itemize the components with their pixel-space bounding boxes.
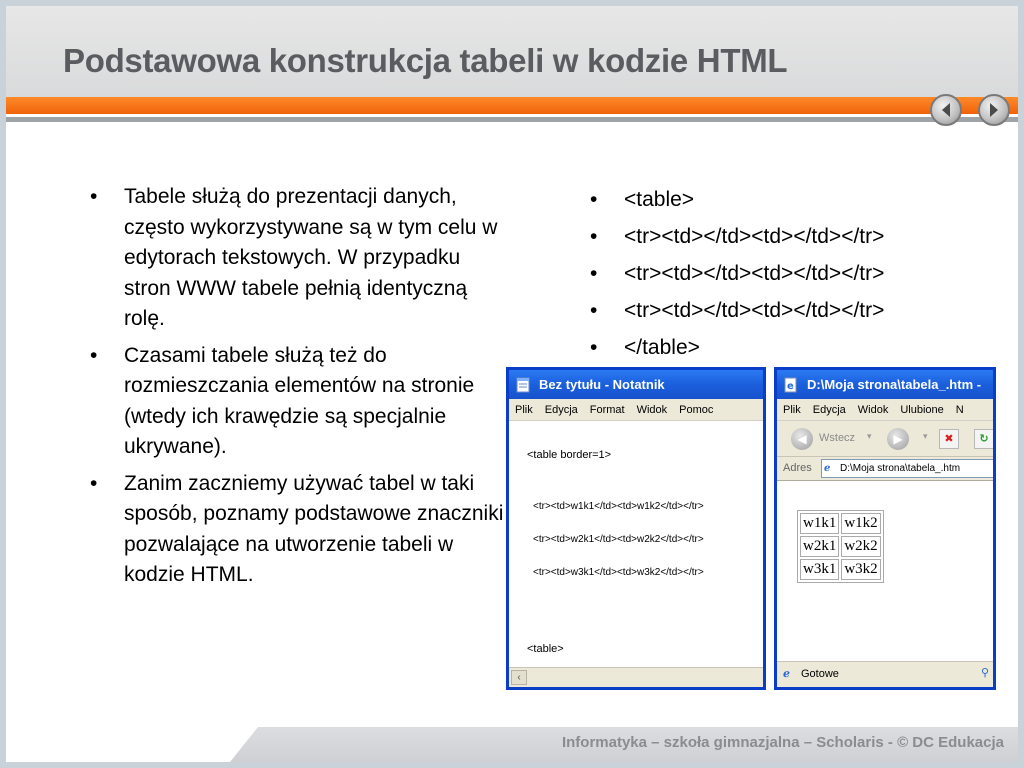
stop-icon: ✖ [944, 433, 954, 445]
menu-item-format[interactable]: Format [589, 403, 625, 416]
notepad-titlebar [509, 370, 763, 399]
code-line: <table border=1> [527, 449, 612, 461]
menu-item-plik[interactable]: Plik [515, 403, 533, 416]
browser-titlebar [777, 370, 993, 399]
notepad-text-area[interactable] [509, 421, 763, 659]
address-input[interactable] [821, 459, 996, 478]
browser-toolbar [777, 421, 993, 457]
back-arrow-icon: ◀ [797, 432, 807, 446]
address-label: Adres [783, 462, 812, 474]
menu-item-pomoc[interactable]: Pomoc [679, 403, 714, 416]
table-cell: w2k2 [841, 536, 880, 557]
status-text: Gotowe [801, 668, 839, 680]
prev-slide-button[interactable] [930, 94, 962, 126]
divider-line [6, 117, 1018, 122]
notepad-title: Bez tytułu - Notatnik [539, 377, 665, 392]
code-line: <tr><td>w3k1</td><td>w3k2</td></tr> [533, 567, 704, 578]
horizontal-scrollbar[interactable] [509, 667, 763, 687]
code-bullet-item: • <tr><td></td><td></td></tr> [586, 292, 966, 329]
code-bullet-item: • <tr><td></td><td></td></tr> [586, 255, 966, 292]
bullet-item: • Tabele służą do prezentacji danych, często wykorzystywane są w tym celu w edytorach tekstowych. W przypadku stron WWW tabele pełnią identyczną rolę. [86, 182, 506, 335]
code-bullet-item: • </table> [586, 329, 966, 366]
table-row [800, 536, 881, 557]
svg-text:e: e [787, 380, 794, 392]
bullet-item: • Zanim zaczniemy używać tabel w taki sposób, poznamy podstawowe znaczniki pozwalające na utworzenie tabeli w kodzie HTML. [86, 469, 506, 591]
menu-item-edycja[interactable]: Edycja [812, 403, 846, 416]
code-line: <tr><td>w2k1</td><td>w2k2</td></tr> [533, 534, 704, 545]
browser-title: D:\Moja strona\tabela_.htm - [807, 377, 982, 392]
menu-item-edycja[interactable]: Edycja [544, 403, 578, 416]
table-cell: w3k1 [800, 559, 839, 580]
code-line: <tr><td>w1k1</td><td>w1k2</td></tr> [533, 501, 704, 512]
page-icon: ℯ [824, 463, 831, 474]
refresh-button[interactable] [974, 429, 994, 449]
right-bullet-list [586, 181, 966, 366]
refresh-icon: ↻ [979, 433, 989, 445]
code-bullet-item: • <tr><td></td><td></td></tr> [586, 218, 966, 255]
chevron-right-icon [987, 102, 1001, 118]
browser-menubar [777, 399, 993, 421]
table-row [800, 513, 881, 534]
rendered-table [797, 510, 884, 583]
menu-item-plik[interactable]: Plik [783, 403, 801, 416]
forward-arrow-icon: ▶ [893, 432, 903, 446]
menu-item-ulubione[interactable]: Ulubione [900, 403, 944, 416]
table-cell: w1k2 [841, 513, 880, 534]
browser-window [774, 367, 996, 690]
table-cell: w3k2 [841, 559, 880, 580]
table-cell: w1k1 [800, 513, 839, 534]
status-bar [777, 661, 993, 687]
accent-bar [6, 97, 1018, 114]
zone-icon: ⚲ [980, 667, 989, 679]
scroll-left-arrow-icon[interactable]: ‹ [511, 670, 527, 685]
menu-item-widok[interactable]: Widok [857, 403, 889, 416]
code-bullet-item: • <table> [586, 181, 966, 218]
notepad-window [506, 367, 766, 690]
dropdown-arrow-icon[interactable]: ▾ [867, 431, 872, 441]
menu-item-widok[interactable]: Widok [636, 403, 668, 416]
table-row [800, 559, 881, 580]
notepad-icon [515, 377, 531, 393]
address-bar [777, 457, 993, 481]
next-slide-button[interactable] [978, 94, 1010, 126]
left-bullet-list [86, 182, 506, 597]
menu-item-more[interactable]: N [955, 403, 964, 416]
slide-title: Podstawowa konstrukcja tabeli w kodzie HTML [63, 42, 788, 79]
address-value: D:\Moja strona\tabela_.htm [840, 463, 961, 474]
stop-button[interactable] [939, 429, 959, 449]
notepad-menubar [509, 399, 763, 421]
page-status-icon: ℯ [783, 668, 790, 680]
dropdown-arrow-icon[interactable]: ▾ [923, 431, 928, 441]
footer-text: Informatyka – szkoła gimnazjalna – Scholaris - © DC Edukacja [561, 734, 1004, 751]
chevron-left-icon [939, 102, 953, 118]
browser-content [777, 481, 993, 659]
table-cell: w2k1 [800, 536, 839, 557]
back-button[interactable] [791, 428, 813, 450]
ie-page-icon [783, 377, 799, 393]
back-label: Wstecz [819, 432, 856, 444]
code-line: <table> [527, 643, 564, 655]
forward-button[interactable] [887, 428, 909, 450]
bullet-item: • Czasami tabele służą też do rozmieszczania elementów na stronie (wtedy ich krawędzie są specjalnie ukrywane). [86, 341, 506, 463]
